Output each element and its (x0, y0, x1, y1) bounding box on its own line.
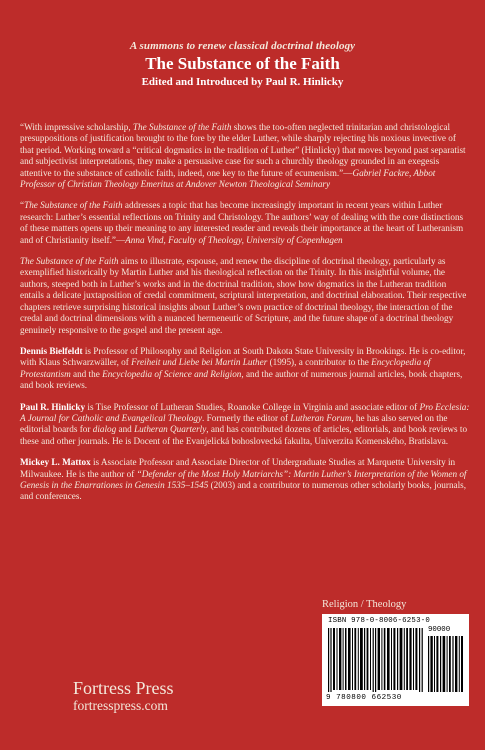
barcode-bars (328, 628, 424, 692)
price-bars (428, 636, 464, 692)
author-bio-hinlicky: Paul R. Hinlicky is Tise Professor of Lutheran Studies, Roanoke College in Virginia and associate editor of Pro Ecclesia: A Journal for Catholic and Evangelical Theology. Formerly the editor of Lutheran Forum, he has also served on the editorial boards for dialog and Lutheran Quarterly, and has contributed dozens of articles, editorials, and book reviews to these and other journals. He is Docent of the Evanjelická bohoslovecká fakulta, Univerzita Komenského, Bratislava. (20, 401, 470, 446)
publisher (73, 678, 174, 714)
publisher-name: Fortress Press (73, 678, 174, 698)
blurb-vind: “The Substance of the Faith addresses a topic that has become increasingly important in recent years within Luther research: Luther’s essential reflections on Trinity and Christology. The authors’ way of dealing with the core distinctions of these matters opens up their meaning to any interested reader and reveals their importance at the heart of Lutheranism and of Christianity itself.”—Anna Vind, Faculty of Theology, University of Copenhagen (20, 200, 464, 245)
tagline: A summons to renew classical doctrinal theology (129, 40, 356, 52)
description: The Substance of the Faith aims to illustrate, espouse, and renew the discipline of doctrinal theology, particularly as exemplified historically by Martin Luther and his theological reflection on the Trinity. In this insightful volume, the authors, steeped both in Luther’s works and in the doctrinal tradition, show how dogmatics in the Lutheran tradition entails a delicate juxtaposition of credal commitment, scriptural interpretation, and doctrinal elaboration. Their respective chapters retrieve surprising historical insights about Luther’s own practice of doctrinal theology, the interaction of the credal and doctrinal dimensions with a nuanced hermeneutic of Scripture, and the future shape of a doctrinal theology genuinely responsive to the gospel and the present age. (20, 256, 467, 335)
author-bio-mattox: Mickey L. Mattox is Associate Professor and Associate Director of Undergraduate Studies at Marquette University in Milwaukee. He is the author of “Defender of the Most Holy Matriarchs”: Martin Luther’s Interpretation of the Women of Genesis in the Enarrationes in Genesin 1535–1545 (2003) and a contributor to numerous other scholarly books, journals, and conferences. (20, 457, 467, 502)
header (0, 40, 485, 88)
isbn-text: ISBN 978-0-8006-6253-0 (328, 617, 430, 625)
editor-line: Edited and Introduced by Paul R. Hinlicky (141, 76, 344, 88)
publisher-url[interactable]: fortresspress.com (73, 698, 168, 713)
category-label: Religion / Theology (322, 599, 407, 610)
barcode (322, 614, 469, 706)
barcode-number: 9 780800 662530 (326, 694, 402, 702)
book-title: The Substance of the Faith (145, 54, 340, 73)
blurb-fackre: “With impressive scholarship, The Substance of the Faith shows the too-often neglected trinitarian and christological presuppositions of justification brought to the fore by the elder Luther, while sharply rejecting his noxious invective of that period. Working toward a “critical dogmatics in the tradition of Luther” (Hinlicky) that moves beyond past separatist and subjectivist interpretations, they make a persuasive case for such a churchly theology grounded in an exegesis attentive to the substance of catholic faith, indeed, one key to the future of ecumenism.”—Gabriel Fackre, Abbot Professor of Christian Theology Emeritus at Andover Newton Theological Seminary (20, 122, 466, 190)
author-bio-bielfeldt: Dennis Bielfeldt is Professor of Philosophy and Religion at South Dakota State University in Brookings. He is co-editor, with Klaus Schwarzwäller, of Freiheit und Liebe bei Martin Luther (1995), a contributor to the Encyclopedia of Protestantism and the Encyclopedia of Science and Religion, and the author of numerous journal articles, book chapters, and book reviews. (20, 345, 466, 391)
price-code: 90000 (428, 626, 451, 634)
body-text (20, 122, 470, 513)
